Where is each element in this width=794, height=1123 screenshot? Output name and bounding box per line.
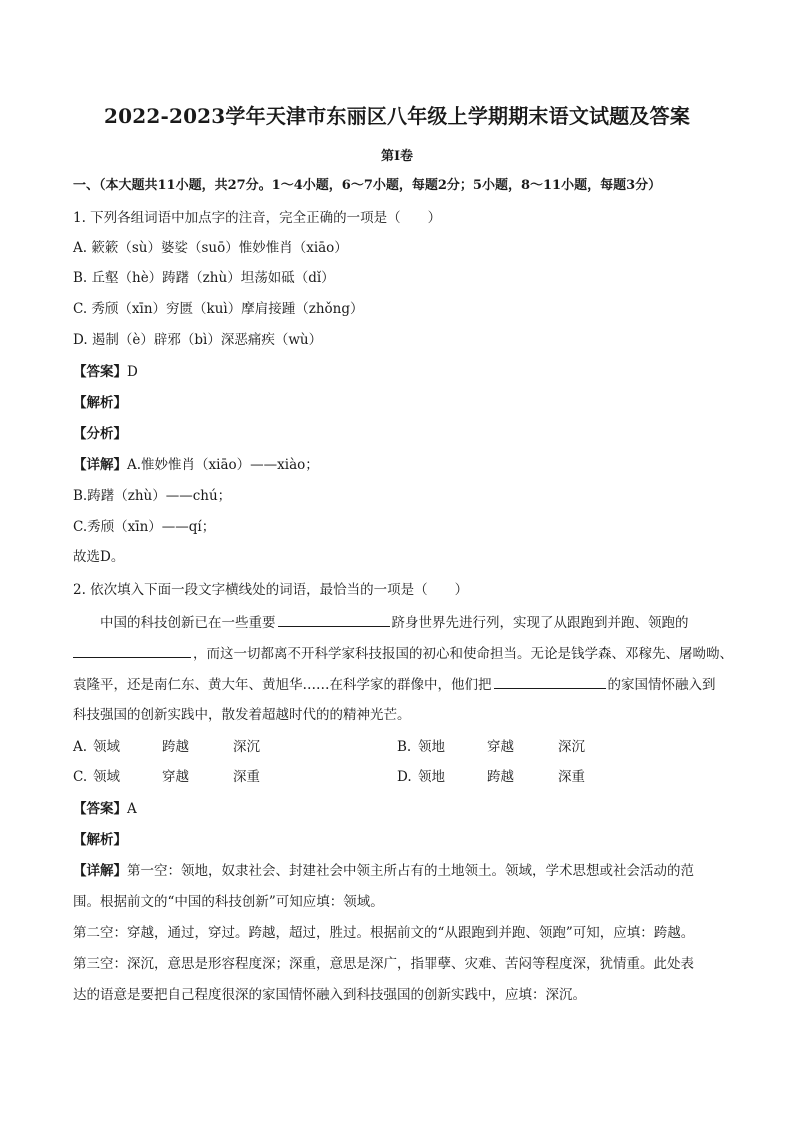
q2-option-d-word3: 深重 (558, 769, 585, 785)
fill-blank-1[interactable] (278, 612, 390, 627)
q2-passage-line (73, 643, 733, 664)
passage-text: 跻身世界先进行列，实现了从跟跑到并跑、领跑的 (391, 615, 689, 631)
q2-option-c-letter: C. (73, 769, 88, 785)
q2-option-d-letter: D. (397, 769, 412, 785)
detail-tag: 【详解】 (73, 863, 127, 879)
document-title: 2022-2023学年天津市东丽区八年级上学期期末语文试题及答案 (103, 104, 691, 128)
q2-option-a-letter: A. (73, 739, 88, 755)
q1-detail-line: B.踌躇（zhù）——chú； (73, 488, 232, 504)
q2-analysis-tag: 【解析】 (73, 832, 127, 848)
q2-passage-line (100, 612, 689, 633)
fill-blank-2[interactable] (73, 643, 191, 658)
q1-option-c: C. 秀颀（xīn）穷匮（kuì）摩肩接踵（zhǒng） (73, 301, 364, 317)
q1-detail-line: C.秀颀（xīn）——qí； (73, 519, 216, 535)
answer-value: A (127, 801, 137, 817)
passage-text: ，而这一切都离不开科学家科技报国的初心和使命担当。无论是钱学森、邓稼先、屠呦呦、 (193, 646, 733, 662)
q1-answer (73, 362, 138, 382)
fill-blank-3[interactable] (494, 674, 606, 689)
q2-detail-line: 围。根据前文的“中国的科技创新”可知应填：领域。 (73, 894, 384, 910)
volume-heading: 第Ⅰ卷 (380, 149, 414, 164)
detail-text: 第一空：领地，奴隶社会、封建社会中领主所占有的土地领土。领域，学术思想或社会活动的范 (127, 863, 694, 879)
q1-option-d: D. 遏制（è）辟邪（bì）深恶痛疾（wù） (73, 332, 323, 348)
detail-tag: 【详解】 (73, 457, 127, 473)
q1-analysis-tag: 【解析】 (73, 395, 127, 411)
passage-text: 袁隆平，还是南仁东、黄大年、黄旭华……在科学家的群像中，他们把 (73, 677, 492, 693)
q2-option-a-word3: 深沉 (233, 739, 260, 755)
q2-detail-line (73, 861, 694, 881)
section-header: 一、（本大题共11小题，共27分。1～4小题，6～7小题，每题2分；5小题，8～11小题，每题3分） (73, 178, 662, 193)
q1-fenxi-tag: 【分析】 (73, 426, 127, 442)
passage-text: 中国的科技创新已在一些重要 (100, 615, 276, 631)
answer-value: D (127, 364, 138, 380)
q2-option-b-word1: 领地 (418, 739, 445, 755)
q2-detail-line: 第二空：穿越，通过，穿过。跨越，超过，胜过。根据前文的“从跟跑到并跑、领跑”可知，应填：跨越。 (73, 925, 695, 941)
q1-stem: 1. 下列各组词语中加点字的注音，完全正确的一项是（ ） (73, 210, 442, 226)
q2-option-c-word2: 穿越 (162, 769, 189, 785)
q2-option-c-word1: 领域 (93, 769, 120, 785)
q2-stem: 2. 依次填入下面一段文字横线处的词语，最恰当的一项是（ ） (73, 582, 469, 598)
q2-passage-line: 科技强国的创新实践中，散发着超越时代的的精神光芒。 (73, 707, 411, 723)
q2-answer (73, 799, 137, 819)
q1-option-a: A. 簌簌（sù）婆娑（suō）惟妙惟肖（xiāo） (73, 240, 348, 256)
passage-text: 的家国情怀融入到 (607, 677, 716, 693)
q2-passage-line (73, 674, 716, 695)
q2-option-b-word3: 深沉 (558, 739, 585, 755)
answer-tag: 【答案】 (73, 364, 127, 380)
q2-detail-line: 达的语意是要把自己程度很深的家国情怀融入到科技强国的创新实践中，应填：深沉。 (73, 987, 586, 1003)
q2-option-a-word2: 跨越 (162, 739, 189, 755)
q2-option-b-letter: B. (397, 739, 412, 755)
q2-option-b-word2: 穿越 (487, 739, 514, 755)
q1-conclusion: 故选D。 (73, 549, 125, 565)
answer-tag: 【答案】 (73, 801, 127, 817)
q1-detail-line (73, 455, 319, 475)
detail-text: A.惟妙惟肖（xiāo）——xiào； (127, 457, 319, 473)
q2-detail-line: 第三空：深沉，意思是形容程度深；深重，意思是深广，指罪孽、灾难、苦闷等程度深，犹情重。此处表 (73, 956, 694, 972)
q2-option-c-word3: 深重 (233, 769, 260, 785)
q1-option-b: B. 丘壑（hè）踌躇（zhù）坦荡如砥（dǐ） (73, 270, 335, 286)
q2-option-d-word2: 跨越 (487, 769, 514, 785)
q2-option-d-word1: 领地 (418, 769, 445, 785)
q2-option-a-word1: 领域 (93, 739, 120, 755)
